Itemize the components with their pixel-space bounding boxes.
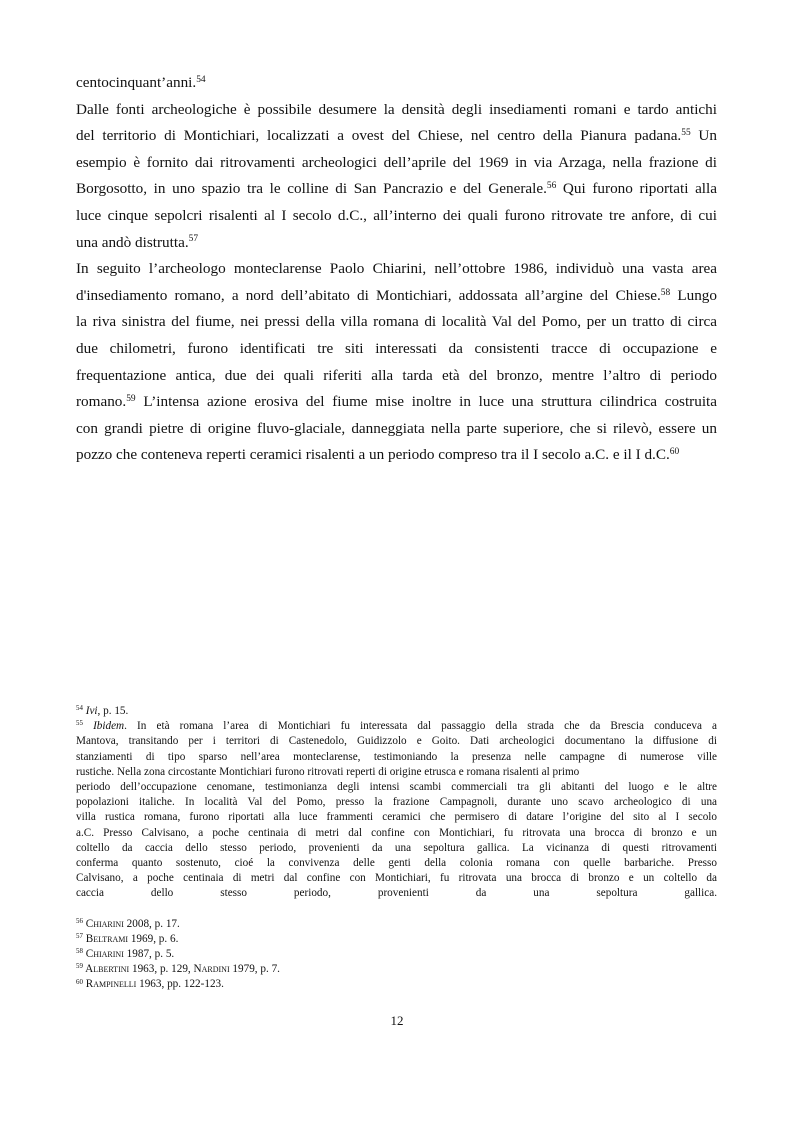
text-line: Borgosotto, in uno spazio tra le colline di San Pancrazio e del Generale.$^{56}$ Qui furono riportati alla — [76, 180, 717, 198]
footnote-line: coltello da caccia dello stesso periodo, provenienti da una sepoltura gallica. La vicinanza di questi ritrovamenti — [76, 841, 717, 854]
footnote-number: 54 — [76, 704, 83, 713]
footnote-number: 56 — [76, 916, 83, 925]
footnote-line: Calvisano, a poche centinaia di metri dal confine con Montichiari, fu ritrovata una brocca di bronzo e un coltello da — [76, 872, 717, 885]
text-line: due chilometri, furono identificati tre siti interessati da consistenti tracce di occupazione e — [76, 339, 717, 357]
text-line: esempio è fornito dai ritrovamenti archeologici dell’aprile del 1969 in via Arzaga, nella frazione di — [76, 153, 717, 171]
text-line: luce cinque sepolcri risalenti al I secolo d.C., all’interno dei quali furono ritrovate tre anfore, di cui — [76, 206, 717, 224]
footnote-line: popolazioni italiche. In località Val del Pomo, presso la frazione Campagnoli, durante uno scavo archeologico di una — [76, 796, 717, 809]
footnote-56: $^{56}$ Chiarini 2008, p. 17. — [76, 916, 180, 930]
footnote-ref: 57 — [188, 234, 199, 245]
footnote-58: $^{58}$ Chiarini 1987, p. 5. — [76, 947, 175, 960]
footnote-ref: 54 — [196, 74, 206, 85]
text-line: frequentazione antica, due dei quali riferiti alla tarda età del bronzo, mentre l’altro di periodo — [76, 366, 717, 384]
footnote-line: periodo dell’occupazione cenomane, testimonianza degli intensi scambi commerciali tra gli abitanti del luogo e le altre — [76, 780, 717, 793]
text-line: romano.$^{59}$ L’intensa azione erosiva del fiume mise inoltre in luce una struttura cilindrica costruita — [76, 393, 717, 411]
footnote-line: villa rustica romana, furono riportati alla luce frammenti ceramici che permisero di datare l’origine del sito al I secolo — [76, 811, 717, 824]
text-line: una andò distrutta.$^{57}$ — [76, 233, 199, 251]
footnote-line: conferma quanto sostenuto, cioé la convivenza delle genti della colonia romana con quelle barbariche. Presso — [76, 856, 717, 869]
footnote-ref: 56 — [546, 181, 557, 192]
footnote-57: $^{57}$ Beltrami 1969, p. 6. — [76, 932, 179, 945]
text-line: centocinquant’anni.$^{54}$ — [76, 74, 206, 91]
footnote-number: 57 — [76, 932, 83, 940]
footnote-number: 59 — [76, 962, 83, 971]
text-line: Dalle fonti archeologiche è possibile desumere la densità degli insediamenti romani e tardo antichi — [76, 100, 717, 118]
footnote-59: $^{59}$ Albertini 1963, p. 129, Nardini 1979, p. 7. — [76, 962, 280, 976]
footnote-line: rustiche. Nella zona circostante Montichiari furono ritrovati reperti di origine etrusca e romana risalenti al primo — [76, 765, 580, 778]
footnote-ref: 55 — [681, 128, 691, 139]
main-text — [76, 70, 717, 469]
page-number: 12 — [390, 1013, 404, 1028]
footnote-line: a.C. Presso Calvisano, a poche centinaia di metri dal confine con Montichiari, fu ritrovata una brocca di bronzo e un — [76, 826, 717, 839]
footnote-line — [76, 901, 717, 916]
footnote-number: 55 — [76, 719, 83, 728]
footnote-ref: 58 — [660, 287, 671, 298]
text-line: del territorio di Montichiari, localizzati a ovest del Chiese, nel centro della Pianura padana.$^{55}$ Un — [76, 127, 717, 145]
footnote-ref: 59 — [126, 393, 136, 404]
footnote-line: caccia dello stesso periodo, provenienti da una sepoltura gallica. — [76, 887, 717, 900]
text-line: con grandi pietre di origine fluvo-glaciale, danneggiata nella parte superiore, che si rilevò, essere un — [76, 419, 717, 437]
footnote-number: 60 — [76, 977, 83, 986]
footnotes — [76, 704, 717, 993]
text-line: d'insediamento romano, a nord dell’abitato di Montichiari, addossata all’argine del Chiese.$^{58}$ Lungo — [76, 286, 717, 304]
footnote-ref: 60 — [669, 447, 680, 458]
text-line: la riva sinistra del fiume, nei pressi della villa romana di località Val del Pomo, per un tratto di circa — [76, 313, 717, 331]
footnote-55: $^{55}$ Ibidem. In età romana l’area di Montichiari fu interessata dal passaggio della strada che da Brescia conduceva a — [76, 719, 717, 733]
text-line: pozzo che conteneva reperti ceramici risalenti a un periodo compreso tra il I secolo a.C. e il I d.C.$^{60}$ — [76, 446, 680, 464]
footnote-54: $^{54}$ Ivi, p. 15. — [76, 704, 129, 717]
footnote-line: stanziamenti di tipo sparso nell’area monteclarense, testimoniando la presenza nelle campagne di numerose ville — [76, 750, 717, 763]
footnote-60: $^{60}$ Rampinelli 1963, pp. 122-123. — [76, 977, 224, 991]
text-line: In seguito l’archeologo monteclarense Paolo Chiarini, nell’ottobre 1986, individuò una vasta area — [76, 260, 717, 278]
footnote-number: 58 — [76, 947, 83, 956]
footnote-line: Mantova, transitando per i territori di Castenedolo, Guidizzolo e Goito. Dati archeologici documentano la diffusione di — [76, 735, 717, 748]
